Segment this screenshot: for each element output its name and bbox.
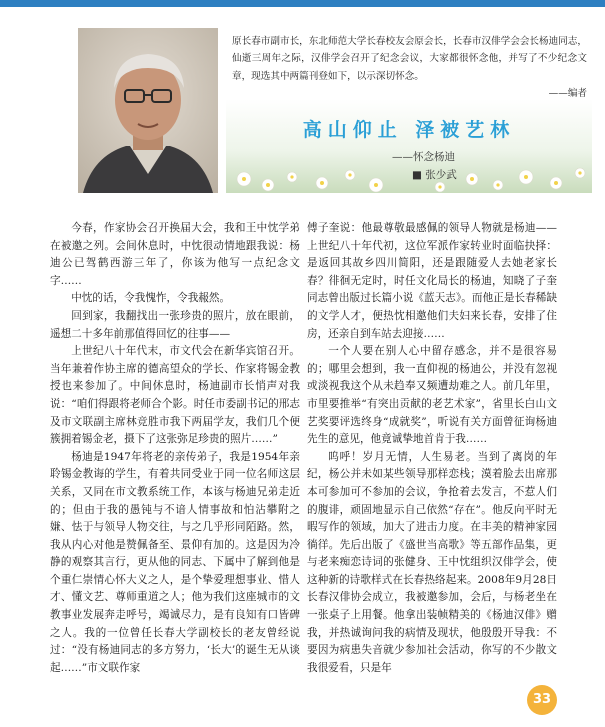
- body-paragraph: 上世纪八十年代末，市文代会在新华宾馆召开。当年兼着作协主席的德高望众的学长、作家将锡金教授也来参加了。中间休息时，杨迪副市长悄声对我说：“咱们得跟将老师合个影。时任市委副书记的邢志及市文联副主席林竞胜市我下两届学友，我们几个便簇拥着锡金老，摄下了这张弥足珍贵的照片……”: [50, 345, 300, 446]
- body-paragraph: 呜呼！岁月无情，人生易老。当到了离岗的年纪，杨公并未如某些领导那样恋栈；漠着脸去出席那本可参加可不参加的会议，争抢着去发言，不惹人们的腹诽，顽固地显示自己依然“存在”。他反向平时无暇写作的领域，加大了进击力度。在丰美的精神家园徜徉。先后出版了《盛世当高歌》等五部作品集，更与老来痴恋诗词的张健身、王中忱组织汉俳学会，使这种新的诗歌样式在长春热络起来。2008年9月28日长春汉俳协会成立，我被邀参加，会后，与杨老坐在一张桌子上用餐。他拿出装帧精美的《杨迪汉俳》赠我，并热诚询问我的病情及现状，他殷殷开导我：不要因为病患失音就少参加社会活动，你写的不少散文我很爱看，只是年: [307, 450, 557, 674]
- body-paragraph: 杨迪是1947年将老的亲传弟子，我是1954年亲聆锡金教诲的学生，有着共同受业于同一位名师这层关系，又同在市文教系统工作，本该与杨迪兄弟走近的；但由于我的愚钝与不谙人情事故和怕沾攀附之嫌、怯于与领导人物交往，与之几乎形同陌路。然，我从内心对他是赞佩备至、景仰有加的。这是因为冷静的观察其言行，更从他的同志、下属中了解到他是个重仁崇情心怀大义之人，是个挚爱理想事业、惜人才、懂文艺、尊师重道之人；他为我们这座城市的文教事业发展奔走呼号，竭诚尽力，是有良知有口皆碑之人。我的一位曾任长春大学副校长的老友曾经说过：“没有杨迪同志的多方努力，‘长大’的诞生无从谈起……”市文联作家: [50, 450, 300, 674]
- header-color-bar: [0, 0, 605, 7]
- flower-field-image: [226, 99, 592, 193]
- article-subtitle: ——怀念杨迪: [392, 151, 455, 163]
- article-author: ■ 张少武: [412, 169, 457, 181]
- editor-note-text: 原长春市副市长，东北师范大学长春校友会原会长，长春市汉俳学会会长杨迪同志，仙逝三周年之际，汉俳学会召开了纪念会议，大家都很怀念他，并写了不少纪念文章，现选其中两篇刊登如下，以示深切怀念。: [232, 36, 587, 82]
- page-number-badge: 33: [527, 685, 557, 715]
- body-paragraph: 今春，作家协会召开换届大会，我和王中忱学弟在被邀之列。会间休息时，中忱很动情地跟我说：杨迪公已驾鹤西游三年了，你该为他写一点纪念文字……: [50, 222, 300, 287]
- body-column-right: [307, 220, 557, 677]
- editor-signature: ——编者: [548, 88, 587, 100]
- author-portrait-photo: [78, 28, 218, 193]
- editor-note: [232, 33, 587, 103]
- body-paragraph: 傅子奎说：他最尊敬最感佩的领导人物就是杨迪——上世纪八十年代初，这位军派作家转业时面临抉择：是返回其故乡四川简阳，还是跟随爱人去她老家长春？徘徊无定时，时任文化局长的杨迪，知晓了子奎同志曾出版过长篇小说《蓝天志》。而他正是长春稀缺的文学人才，便热忱相邀他们夫妇来长春，安排了住房，还亲自到车站去迎接……: [307, 222, 557, 340]
- body-column-left: [50, 220, 300, 677]
- body-paragraph: 回到家，我翻找出一张珍贵的照片，放在眼前，遥想二十多年前那值得回忆的往事——: [50, 309, 300, 340]
- body-paragraph: 中忱的话，令我愧怍，令我赧然。: [71, 292, 231, 305]
- title-banner: [226, 99, 592, 193]
- article-title: 高山仰止 泽被艺林: [302, 119, 516, 141]
- body-paragraph: 一个人要在别人心中留存感念，并不是很容易的；哪里会想到，我一直仰视的杨迪公，并没有忽视或淡视我这个从未趋奉又频遭劫难之人。前几年里，市里要推举“有突出贡献的老艺术家”，省里长白山文艺奖要评选终身“成就奖”，听说有关方面曾征询杨迪先生的意见，他竟诚挚地首肯于我……: [307, 345, 557, 446]
